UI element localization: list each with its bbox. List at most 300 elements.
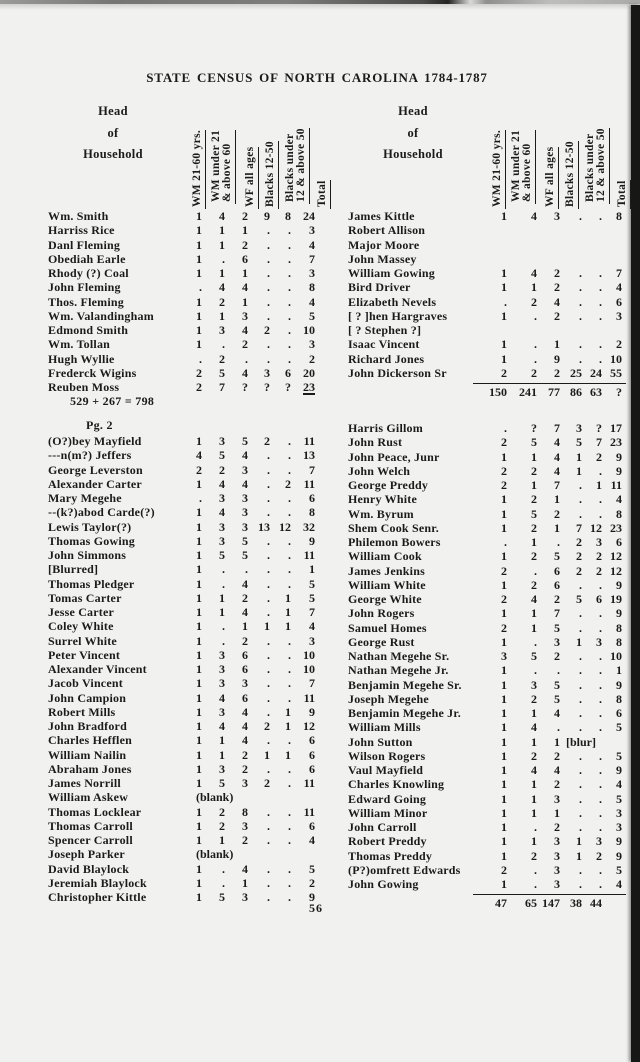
row-value: 11 xyxy=(303,776,315,790)
row-name: Major Moore xyxy=(348,237,420,252)
row-value: . xyxy=(267,818,270,833)
row-value: 4 xyxy=(531,763,537,777)
row-value: 1 xyxy=(196,690,202,705)
row-value: . xyxy=(599,720,602,735)
row-name: --(k?)abod Carde(?) xyxy=(48,505,155,520)
row-name: Benjamin Megehe Sr. xyxy=(348,677,462,692)
row-value: . xyxy=(504,421,507,435)
row-value: 8 xyxy=(616,506,622,521)
row-value: 5 xyxy=(616,791,622,806)
row-value: . xyxy=(288,448,291,463)
row-value: . xyxy=(599,691,602,706)
row-name: Harriss Rice xyxy=(48,223,115,238)
row-value: 5 xyxy=(219,776,225,790)
row-value: 11 xyxy=(303,804,315,819)
table-row xyxy=(48,662,340,676)
row-value: . xyxy=(599,805,602,820)
row-value: 10 xyxy=(610,649,622,663)
row-value: 3 xyxy=(309,337,315,352)
row-name: Spencer Carroll xyxy=(48,833,133,847)
row-value: 4 xyxy=(242,719,248,733)
row-value: 1 xyxy=(501,706,507,720)
row-value: 1 xyxy=(501,492,507,507)
row-value: 6 xyxy=(242,647,248,662)
row-name: Thomas Gowing xyxy=(48,533,135,548)
row-value: 4 xyxy=(554,706,560,720)
row-value: . xyxy=(579,620,582,635)
row-value: . xyxy=(288,733,291,748)
total-value: 150 xyxy=(489,385,507,399)
row-value: . xyxy=(199,351,202,366)
row-value: . xyxy=(267,804,270,819)
row-value: 1 xyxy=(501,820,507,834)
row-value: 1 xyxy=(196,676,202,691)
row-name: Samuel Homes xyxy=(348,620,427,635)
row-value: . xyxy=(579,791,582,806)
table-row xyxy=(348,280,640,294)
row-value: . xyxy=(288,237,291,252)
table-row xyxy=(48,223,340,237)
row-value: 1 xyxy=(554,520,560,535)
row-value: . xyxy=(579,606,582,621)
row-value: 9 xyxy=(309,890,315,904)
row-value: . xyxy=(267,266,270,280)
row-name: Reuben Moss xyxy=(48,380,120,394)
row-note: (blank) xyxy=(196,790,234,805)
row-value: 11 xyxy=(610,478,622,492)
row-value: 3 xyxy=(616,820,622,834)
total-value: 86 xyxy=(570,385,582,399)
row-value: 6 xyxy=(309,747,315,762)
row-name: Wilson Rogers xyxy=(348,748,426,763)
table-row xyxy=(48,819,340,833)
row-value: 2 xyxy=(264,323,270,337)
row-name: Coley White xyxy=(48,619,114,634)
row-value: 1 xyxy=(196,619,202,634)
row-value: . xyxy=(288,833,291,847)
row-value: 1 xyxy=(531,734,537,749)
table-row xyxy=(348,266,640,280)
row-value: 7 xyxy=(554,606,560,621)
row-value: . xyxy=(288,266,291,280)
row-value: 4 xyxy=(616,492,622,507)
row-value: . xyxy=(599,351,602,366)
row-value: 2 xyxy=(242,209,248,223)
table-row xyxy=(348,820,640,834)
row-value: 2 xyxy=(196,462,202,477)
row-value: 3 xyxy=(554,862,560,877)
row-value: . xyxy=(267,462,270,477)
row-value: 1 xyxy=(219,237,225,252)
row-value: 3 xyxy=(219,704,225,719)
row-name: John Gowing xyxy=(348,877,419,891)
row-value: 4 xyxy=(309,294,315,309)
row-value: . xyxy=(267,533,270,548)
row-value: 7 xyxy=(596,435,602,450)
row-value: . xyxy=(288,533,291,548)
row-value: 1 xyxy=(596,478,602,492)
row-value: 9 xyxy=(616,677,622,692)
row-value: 1 xyxy=(501,748,507,763)
row-value: 1 xyxy=(501,351,507,366)
row-value: 5 xyxy=(242,434,248,448)
row-value: 1 xyxy=(264,747,270,762)
row-value: . xyxy=(579,663,582,678)
row-name: Joseph Parker xyxy=(48,847,125,862)
table-row xyxy=(348,678,640,692)
row-value: . xyxy=(288,337,291,352)
row-value: . xyxy=(534,337,537,352)
row-value: . xyxy=(288,434,291,448)
row-value: 5 xyxy=(219,890,225,904)
table-row xyxy=(348,492,640,506)
row-value: 1 xyxy=(196,833,202,847)
row-name: Thomas Locklear xyxy=(48,804,142,819)
total-value: 44 xyxy=(590,896,602,911)
row-value: 6 xyxy=(242,690,248,705)
row-value: 3 xyxy=(616,805,622,820)
table-row xyxy=(48,733,340,747)
row-value: . xyxy=(599,663,602,678)
table-row xyxy=(348,337,640,351)
table-row xyxy=(48,366,340,380)
row-name: James Jenkins xyxy=(348,563,425,578)
row-value: . xyxy=(288,662,291,676)
head-of-household-line: Head xyxy=(98,104,128,118)
sum-line: 529 + 267 = 798 xyxy=(70,394,155,408)
row-value: . xyxy=(222,337,225,352)
row-value: 13 xyxy=(258,519,270,534)
row-value: 12 xyxy=(590,520,602,535)
row-value: 3 xyxy=(242,890,248,904)
row-name: George Leverston xyxy=(48,462,143,477)
row-value: 32 xyxy=(303,519,315,534)
row-name: Wm. Smith xyxy=(48,209,109,223)
row-value: 1 xyxy=(196,747,202,762)
row-value: 2 xyxy=(554,365,560,380)
row-value: 2 xyxy=(531,549,537,564)
row-value: . xyxy=(288,690,291,705)
row-name: ---n(m?) Jeffers xyxy=(48,448,132,463)
row-value: 1 xyxy=(219,733,225,748)
row-value: 1 xyxy=(554,492,560,507)
row-value: 8 xyxy=(309,505,315,520)
column-header-label: WM under 21 & above 60 xyxy=(211,130,236,204)
row-value: 5 xyxy=(219,448,225,463)
row-name: Jesse Carter xyxy=(48,605,115,619)
table-row xyxy=(48,295,340,309)
row-value: . xyxy=(222,633,225,648)
row-value: . xyxy=(599,506,602,521)
row-value: 8 xyxy=(309,280,315,295)
table-row xyxy=(48,352,340,366)
row-value: . xyxy=(288,776,291,790)
row-name: John Bradford xyxy=(48,719,127,733)
row-name: Alexander Carter xyxy=(48,476,142,491)
row-value: 1 xyxy=(196,818,202,833)
row-value: 1 xyxy=(531,805,537,820)
row-name: Jeremiah Blaylock xyxy=(48,875,147,890)
table-row xyxy=(348,806,640,820)
row-value: 3 xyxy=(219,647,225,662)
row-value: 1 xyxy=(501,520,507,535)
row-value: . xyxy=(534,663,537,678)
row-name: Bird Driver xyxy=(348,280,411,295)
row-value: . xyxy=(288,890,291,904)
table-row xyxy=(348,849,640,863)
row-value: . xyxy=(267,251,270,266)
right-block2-rows xyxy=(348,421,640,910)
row-name: Abraham Jones xyxy=(48,761,132,776)
row-value: 3 xyxy=(242,676,248,691)
row-value: . xyxy=(267,237,270,252)
totals-rule xyxy=(473,383,626,384)
row-value: 2 xyxy=(554,266,560,280)
row-value: 2 xyxy=(219,462,225,477)
row-value: 3 xyxy=(596,834,602,849)
row-value: 1 xyxy=(242,294,248,309)
row-value: 2 xyxy=(242,761,248,776)
table-row xyxy=(48,477,340,491)
row-value: 1 xyxy=(576,449,582,464)
total-value: 241 xyxy=(519,385,537,399)
table-row xyxy=(348,521,640,535)
row-name: Benjamin Megehe Jr. xyxy=(348,706,462,720)
row-value: 1 xyxy=(531,478,537,492)
row-value: 8 xyxy=(285,209,291,223)
row-value: 1 xyxy=(501,506,507,521)
row-value: . xyxy=(222,619,225,634)
row-value: 3 xyxy=(596,535,602,549)
row-value: 4 xyxy=(219,719,225,733)
row-value: 2 xyxy=(554,592,560,606)
row-value: . xyxy=(267,337,270,352)
row-value: 1 xyxy=(196,223,202,238)
row-value: . xyxy=(599,577,602,592)
row-value: 6 xyxy=(554,563,560,578)
row-value: 7 xyxy=(309,462,315,477)
row-value: 23 xyxy=(610,435,622,450)
row-name: Robert Preddy xyxy=(348,834,427,849)
row-value: 10 xyxy=(303,647,315,662)
total-value: 38 xyxy=(570,896,582,911)
row-value: . xyxy=(534,563,537,578)
row-value: 1 xyxy=(531,706,537,720)
row-value: 2 xyxy=(264,434,270,448)
row-value: 5 xyxy=(219,548,225,562)
row-value: . xyxy=(288,761,291,776)
row-value: 2 xyxy=(531,748,537,763)
row-value: 2 xyxy=(531,848,537,863)
row-value: 1 xyxy=(501,763,507,777)
row-value: 8 xyxy=(616,691,622,706)
row-value: 3 xyxy=(554,877,560,891)
table-row xyxy=(48,463,340,477)
row-value: . xyxy=(267,294,270,309)
row-value: . xyxy=(599,620,602,635)
table-row xyxy=(48,434,340,448)
row-value: 4 xyxy=(219,209,225,223)
row-name: John Rust xyxy=(348,435,403,450)
row-value: . xyxy=(599,706,602,720)
table-row xyxy=(48,691,340,705)
row-value: 1 xyxy=(554,734,560,749)
row-value: 5 xyxy=(576,592,582,606)
row-value: 1 xyxy=(576,463,582,478)
row-name: John Campion xyxy=(48,690,127,705)
row-value: 4 xyxy=(219,690,225,705)
table-row xyxy=(348,649,640,663)
table-row xyxy=(48,762,340,776)
row-value: . xyxy=(504,294,507,309)
row-value: 1 xyxy=(196,719,202,733)
row-name: [ ? Stephen ?] xyxy=(348,323,422,337)
row-value: . xyxy=(199,280,202,295)
row-value: . xyxy=(579,877,582,891)
row-value: 3 xyxy=(501,649,507,663)
row-value: 2 xyxy=(554,820,560,834)
row-value: 1 xyxy=(531,834,537,849)
row-value: 5 xyxy=(576,435,582,450)
totals-row xyxy=(348,383,640,399)
row-value: 3 xyxy=(242,776,248,790)
table-row xyxy=(48,280,340,294)
row-value: . xyxy=(267,548,270,562)
row-value: 2 xyxy=(501,563,507,578)
row-name: William White xyxy=(348,577,426,592)
row-value: . xyxy=(288,576,291,591)
row-value: 1 xyxy=(501,577,507,592)
row-value: . xyxy=(288,223,291,238)
row-value: 5 xyxy=(309,590,315,605)
row-value: 2 xyxy=(219,351,225,366)
row-value: 10 xyxy=(303,323,315,337)
row-name: John Dickerson Sr xyxy=(348,365,447,380)
row-value: . xyxy=(599,337,602,352)
row-value: . xyxy=(599,308,602,323)
total-value: 63 xyxy=(590,385,602,399)
row-name: Thomas Carroll xyxy=(48,818,133,833)
row-value: 2 xyxy=(576,563,582,578)
total-value: 47 xyxy=(495,896,507,911)
row-value: . xyxy=(579,337,582,352)
row-value: 1 xyxy=(554,805,560,820)
row-value: 4 xyxy=(196,448,202,463)
row-value: 23 xyxy=(610,520,622,535)
row-value: . xyxy=(267,562,270,577)
row-value: . xyxy=(288,676,291,691)
row-value: 2 xyxy=(501,620,507,635)
row-value: 4 xyxy=(242,448,248,463)
row-value: 9 xyxy=(616,577,622,592)
row-value: . xyxy=(222,576,225,591)
row-name: Frederck Wigins xyxy=(48,365,137,380)
row-value: 3 xyxy=(242,491,248,505)
table-row xyxy=(348,223,640,237)
total-value: 77 xyxy=(548,385,560,399)
row-value: . xyxy=(288,280,291,295)
row-name: Danl Fleming xyxy=(48,237,121,252)
row-value: 3 xyxy=(616,308,622,323)
row-name: Robert Mills xyxy=(48,704,116,719)
row-value: 4 xyxy=(309,833,315,847)
row-value: 9 xyxy=(554,351,560,366)
row-value: 1 xyxy=(501,877,507,891)
row-value: 1 xyxy=(196,266,202,280)
row-name: Surrel White xyxy=(48,633,117,648)
row-value: 1 xyxy=(531,280,537,295)
row-value: 1 xyxy=(196,251,202,266)
row-value: 1 xyxy=(531,620,537,635)
row-value: 4 xyxy=(242,280,248,295)
row-value: 2 xyxy=(242,590,248,605)
row-name: John Massey xyxy=(348,251,417,266)
row-value: 2 xyxy=(501,435,507,450)
row-value: 4 xyxy=(242,733,248,748)
row-value: 5 xyxy=(616,720,622,735)
row-value: 3 xyxy=(309,266,315,280)
row-name: William Gowing xyxy=(348,266,435,280)
row-value: 4 xyxy=(531,266,537,280)
row-value: . xyxy=(267,761,270,776)
row-value: 8 xyxy=(616,620,622,635)
row-value: 1 xyxy=(196,548,202,562)
column-header-label: WF all ages xyxy=(245,147,259,209)
row-value: . xyxy=(267,491,270,505)
row-value: 1 xyxy=(501,805,507,820)
row-value: 12 xyxy=(610,563,622,578)
row-value: . xyxy=(199,491,202,505)
row-value: 6 xyxy=(309,761,315,776)
row-value: 2 xyxy=(242,337,248,352)
row-value: 1 xyxy=(219,605,225,619)
row-value: 6 xyxy=(616,294,622,309)
row-value: 4 xyxy=(554,449,560,464)
row-value: 1 xyxy=(196,733,202,748)
row-value: 6 xyxy=(242,251,248,266)
row-value: 1 xyxy=(196,605,202,619)
row-value: 4 xyxy=(242,605,248,619)
row-name: William Mills xyxy=(348,720,421,735)
row-value: 6 xyxy=(309,818,315,833)
row-value: 2 xyxy=(576,535,582,549)
row-value: . xyxy=(504,535,507,549)
row-value: . xyxy=(267,351,270,366)
row-value: 1 xyxy=(285,704,291,719)
table-row xyxy=(348,450,640,464)
row-value: 3 xyxy=(554,848,560,863)
row-value: 1 xyxy=(196,804,202,819)
row-value: 4 xyxy=(242,365,248,380)
row-value: . xyxy=(534,862,537,877)
row-value: . xyxy=(599,777,602,792)
row-value: . xyxy=(579,478,582,492)
row-value: 4 xyxy=(242,576,248,591)
row-value: 6 xyxy=(309,733,315,748)
row-value: ? xyxy=(285,380,291,394)
row-value: . xyxy=(599,763,602,777)
row-value: 1 xyxy=(501,734,507,749)
row-value: 2 xyxy=(531,577,537,592)
row-value: 20 xyxy=(303,365,315,380)
row-name: Tomas Carter xyxy=(48,590,122,605)
row-value: 1 xyxy=(219,308,225,323)
row-value: 13 xyxy=(303,448,315,463)
row-name: William Cook xyxy=(348,549,422,564)
row-value: . xyxy=(267,690,270,705)
row-name: Nathan Megehe Sr. xyxy=(348,649,450,663)
row-value: 4 xyxy=(616,777,622,792)
